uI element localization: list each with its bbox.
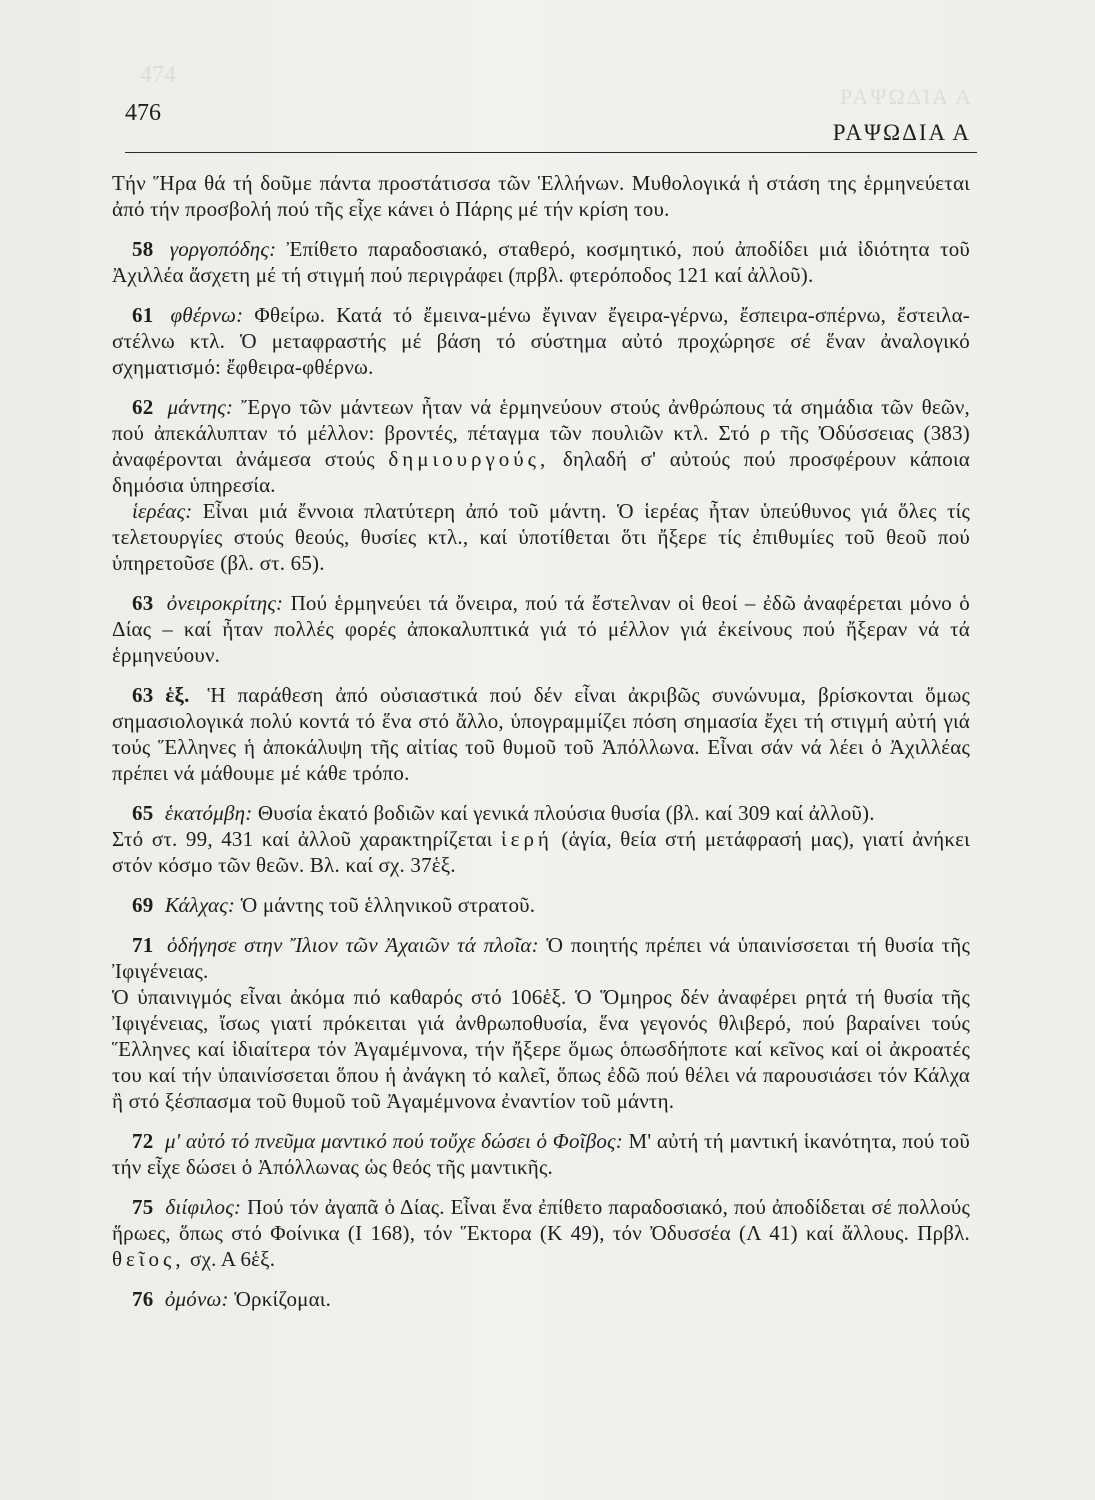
spaced-term: θεῖος,	[112, 1247, 185, 1271]
page-header	[125, 100, 977, 152]
verse-number: 71	[132, 933, 154, 957]
entry-text: Ὁρκίζομαι.	[234, 1287, 332, 1311]
entry-paragraph	[112, 984, 970, 1114]
lemma: ὀμόνω:	[164, 1287, 229, 1311]
verse-number: 61	[132, 303, 154, 327]
page-number: 476	[125, 100, 161, 126]
commentary-entry	[112, 236, 970, 288]
sub-text: Ὁ ὑπαινιγμός εἶναι ἀκόμα πιό καθαρός στό 106ἑξ. Ὁ Ὅμηρος δέν ἀναφέρει ρητά τή θυσία τῆς Ἰφιγένειας, ἴσως γιατί πρόκειται γιά ἀνθρωποθυσία, ἕνα γεγονός θλιβερό, πού βαραίνει τούς Ἕλληνες καί ἰδιαίτερα τόν Ἀγαμέμνονα, τήν ἤξερε ὅμως ὁπωσδήποτε καί κεῖνος καί οἱ ἀκροατές του καί τήν ὑπαινίσσεται ὅπου ἡ ἀνάγκη τό καλεῖ, ὅπως ἐδῶ πού θέλει νά παρουσιάσει τόν Κάλχα ἢ στό ξέσπασμα τοῦ θυμοῦ τοῦ Ἀγαμέμνονα ἐναντίον τοῦ μάντη.	[112, 985, 970, 1113]
spaced-term: δημιουργούς,	[388, 447, 550, 471]
commentary-entry	[112, 892, 970, 918]
lemma: ὁδήγησε στην Ἴλιον τῶν Ἀχαιῶν τά πλοῖα:	[167, 933, 539, 957]
entry-text: Ἐπίθετο παραδοσιακό, σταθερό, κοσμητικό, πού ἀποδίδει μιά ἰδιότητα τοῦ Ἀχιλλέα ἄσχετη μέ τή στιγμή πού περιγράφει (πρβλ. φτερόποδος 121 καί ἀλλοῦ).	[112, 237, 971, 287]
lemma: γοργοπόδης:	[169, 237, 277, 261]
header-rule	[125, 152, 977, 153]
commentary-entry	[112, 1286, 970, 1312]
verse-number: 69	[132, 893, 154, 917]
lemma: μάντης:	[167, 395, 234, 419]
bleed-through-title: ΡΑΨΩΔΙΑ Α	[840, 84, 974, 109]
entry-paragraph	[112, 826, 970, 878]
entry-paragraph	[112, 394, 970, 498]
verse-number: 63	[132, 591, 154, 615]
entry-text: Ἔργο τῶν μάντεων ἦταν νά ἑρμηνεύουν στούς ἀνθρώπους τά σημάδια τῶν θεῶν, πού ἀπεκάλυπταν τό μέλλον: βροντές, πέταγμα τῶν πουλιῶν κτλ. Στό ρ τῆς Ὀδύσσειας (383) ἀναφέρονται ἀνάμεσα στούς	[112, 395, 971, 471]
entry-text: Τήν Ἥρα θά τή δοῦμε πάντα προστάτισσα τῶν Ἑλλήνων. Μυθολογικά ἡ στάση της ἑρμηνεύεται ἀπό τήν προσβολή πού τῆς εἶχε κάνει ὁ Πάρης μέ τήν κρίση του.	[112, 171, 970, 221]
lemma: φθέρνω:	[170, 303, 244, 327]
entry-text-continued: δηλαδή σ' αὐτούς πού προσφέρουν κάποια δημόσια ὑπηρεσία.	[112, 447, 971, 497]
spaced-term: ἱερή	[500, 827, 553, 851]
verse-number: 76	[132, 1287, 154, 1311]
verse-number: 75	[132, 1195, 154, 1219]
entry-text: Θυσία ἑκατό βοδιῶν καί γενικά πλούσια θυσία (βλ. καί 309 καί ἀλλοῦ).	[257, 801, 875, 825]
entry-paragraph	[112, 498, 970, 576]
commentary-entry	[112, 932, 970, 1114]
sub-text: Στό στ. 99, 431 καί ἀλλοῦ χαρακτηρίζεται	[112, 827, 493, 851]
verse-number: 65	[132, 801, 154, 825]
sub-text-continued: (ἁγία, θεία στή μετάφρασή μας), γιατί ἀνήκει στόν κόσμο τῶν θεῶν. Βλ. καί σχ. 37ἑξ.	[112, 827, 971, 877]
commentary-entry	[112, 170, 970, 222]
verse-number: 72	[132, 1129, 154, 1153]
bleed-through-page-number: 474	[140, 62, 176, 88]
running-title: ΡΑΨΩΔΙΑ Α	[832, 120, 971, 145]
commentary-entry	[112, 682, 970, 786]
verse-number: 58	[132, 237, 154, 261]
entry-paragraph	[112, 800, 970, 826]
entry-text: Ὁ μάντης τοῦ ἑλληνικοῦ στρατοῦ.	[240, 893, 536, 917]
entry-text: Πού τόν ἀγαπᾶ ὁ Δίας. Εἶναι ἕνα ἐπίθετο παραδοσιακό, πού ἀποδίδεται σέ πολλούς ἥρωες, ὅπως στό Φοίνικα (Ι 168), τόν Ἕκτορα (Κ 49), τόν Ὀδυσσέα (Λ 41) καί ἄλλους. Πρβλ.	[112, 1195, 971, 1245]
sub-text: Εἶναι μιά ἔννοια πλατύτερη ἀπό τοῦ μάντη. Ὁ ἱερέας ἦταν ὑπεύθυνος γιά ὅλες τίς τελετουργίες στούς θεούς, θυσίες κτλ., καί ὑποτίθεται ὅτι ἤξερε τίς ἐπιθυμίες τοῦ θεοῦ πού ὑπηρετοῦσε (βλ. στ. 65).	[112, 499, 971, 575]
entry-text: Φθείρω. Κατά τό ἔμεινα-μένω ἔγιναν ἔγειρα-γέρνω, ἔσπειρα-σπέρνω, ἔστειλα-στέλνω κτλ. Ὁ μεταφραστής μέ βάση τό σύστημα αὐτό προχώρησε σέ ἕναν ἀναλογικό σχηματισμό: ἔφθειρα-φθέρνω.	[112, 303, 971, 379]
commentary-entry	[112, 302, 970, 380]
commentary-entry	[112, 1194, 970, 1272]
lemma: ἑκατόμβη:	[164, 801, 253, 825]
verse-number: 63 ἑξ.	[132, 683, 190, 707]
commentary-entry	[112, 394, 970, 576]
commentary-entry	[112, 590, 970, 668]
entry-text: Μ' αὐτή τή μαντική ἱκανότητα, πού τοῦ τήν εἶχε δώσει ὁ Ἀπόλλωνας ὡς θεός τῆς μαντικῆς.	[112, 1129, 970, 1179]
entry-text: Πού ἑρμηνεύει τά ὄνειρα, πού τά ἔστελναν οἱ θεοί – ἐδῶ ἀναφέρεται μόνο ὁ Δίας – καί ἦταν πολλές φορές ἀποκαλυπτικά γιά τό μέλλον γιά ἐκείνους πού ἤξεραν νά τά ἑρμηνεύουν.	[112, 591, 970, 667]
entry-text-continued: σχ. Α 6ἑξ.	[190, 1247, 276, 1271]
lemma: Κάλχας:	[164, 893, 236, 917]
commentary-entry	[112, 1128, 970, 1180]
commentary-entry	[112, 800, 970, 878]
lemma: μ' αὐτό τό πνεῦμα μαντικό πού τοὔχε δώσει ὁ Φοῖβος:	[164, 1129, 623, 1153]
lemma: ὀνειροκρίτης:	[166, 591, 284, 615]
sub-lemma: ἱερέας:	[132, 499, 193, 523]
entry-text: Ἡ παράθεση ἀπό οὐσιαστικά πού δέν εἶναι ἀκριβῶς συνώνυμα, βρίσκονται ὅμως σημασιολογικά πολύ κοντά τό ἕνα στό ἄλλο, ὑπογραμμίζει πόση σημασία ἔχει τή στιγμή αὐτή γιά τούς Ἕλληνες ἡ ἀποκάλυψη τῆς αἰτίας τοῦ θυμοῦ τοῦ Ἀπόλλωνα. Εἶναι σάν νά λέει ὁ Ἀχιλλέας πρέπει νά μάθουμε μέ κάθε τρόπο.	[112, 683, 970, 785]
verse-number: 62	[132, 395, 154, 419]
entry-paragraph	[112, 932, 970, 984]
entry-text: Ὁ ποιητής πρέπει νά ὑπαινίσσεται τή θυσία τῆς Ἰφιγένειας.	[112, 933, 970, 983]
commentary-body	[112, 170, 970, 1326]
lemma: διίφιλος:	[165, 1195, 242, 1219]
